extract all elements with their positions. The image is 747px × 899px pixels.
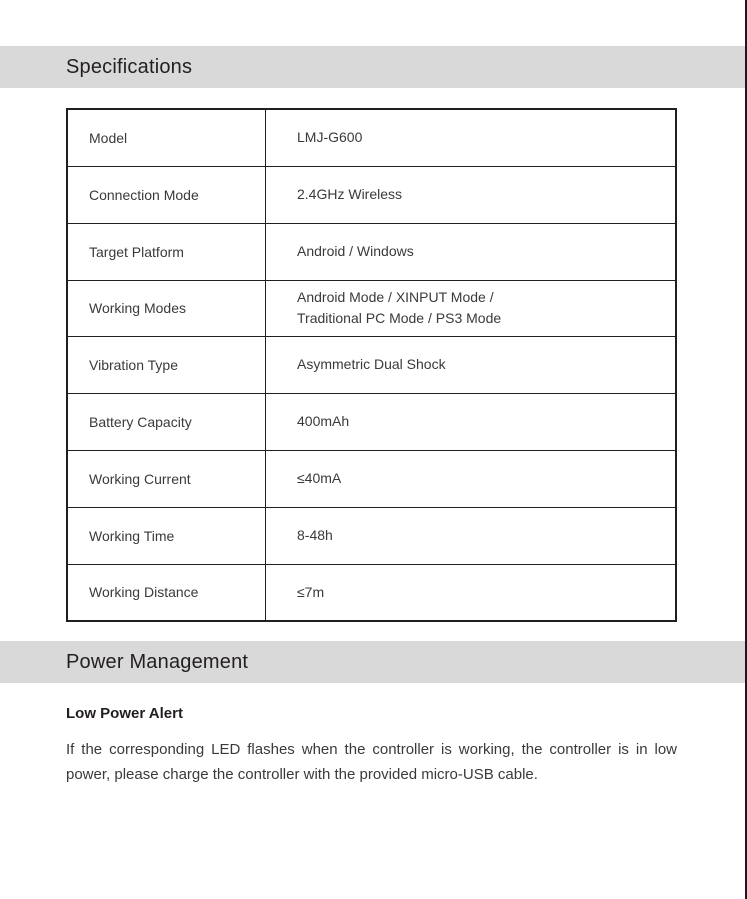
spec-label-vibration-type: Vibration Type [67, 336, 266, 393]
spec-value-vibration-type: Asymmetric Dual Shock [266, 336, 677, 393]
table-row [67, 564, 676, 621]
spec-value-battery-capacity: 400mAh [266, 393, 677, 450]
spec-label-working-modes: Working Modes [67, 280, 266, 336]
spec-value-target-platform: Android / Windows [266, 223, 677, 280]
spec-label-working-distance: Working Distance [67, 564, 266, 621]
table-row [67, 450, 676, 507]
spec-value-working-time: 8-48h [266, 507, 677, 564]
spec-value-working-modes-line1: Android Mode / XINPUT Mode / [297, 289, 494, 305]
spec-value-model: LMJ-G600 [266, 109, 677, 166]
spec-value-connection-mode: 2.4GHz Wireless [266, 166, 677, 223]
table-row [67, 336, 676, 393]
spec-value-working-distance: ≤7m [266, 564, 677, 621]
specifications-table [66, 108, 677, 622]
spec-label-target-platform: Target Platform [67, 223, 266, 280]
table-row [67, 393, 676, 450]
table-row [67, 507, 676, 564]
spec-value-working-modes-line2: Traditional PC Mode / PS3 Mode [297, 310, 502, 326]
specifications-title: Specifications [66, 56, 193, 78]
spec-value-working-current: ≤40mA [266, 450, 677, 507]
spec-label-working-current: Working Current [67, 450, 266, 507]
spec-value-working-modes [266, 280, 677, 336]
spec-label-connection-mode: Connection Mode [67, 166, 266, 223]
spec-label-working-time: Working Time [67, 507, 266, 564]
table-row [67, 109, 676, 166]
low-power-alert-heading: Low Power Alert [66, 705, 183, 722]
power-management-title: Power Management [66, 651, 249, 673]
spec-label-battery-capacity: Battery Capacity [67, 393, 266, 450]
low-power-alert-body: If the corresponding LED flashes when the controller is working, the controller is in low power, please charge the controller with the provided micro-USB cable. [66, 741, 677, 783]
spec-label-model: Model [67, 109, 266, 166]
table-row [67, 280, 676, 336]
table-row [67, 223, 676, 280]
table-row [67, 166, 676, 223]
